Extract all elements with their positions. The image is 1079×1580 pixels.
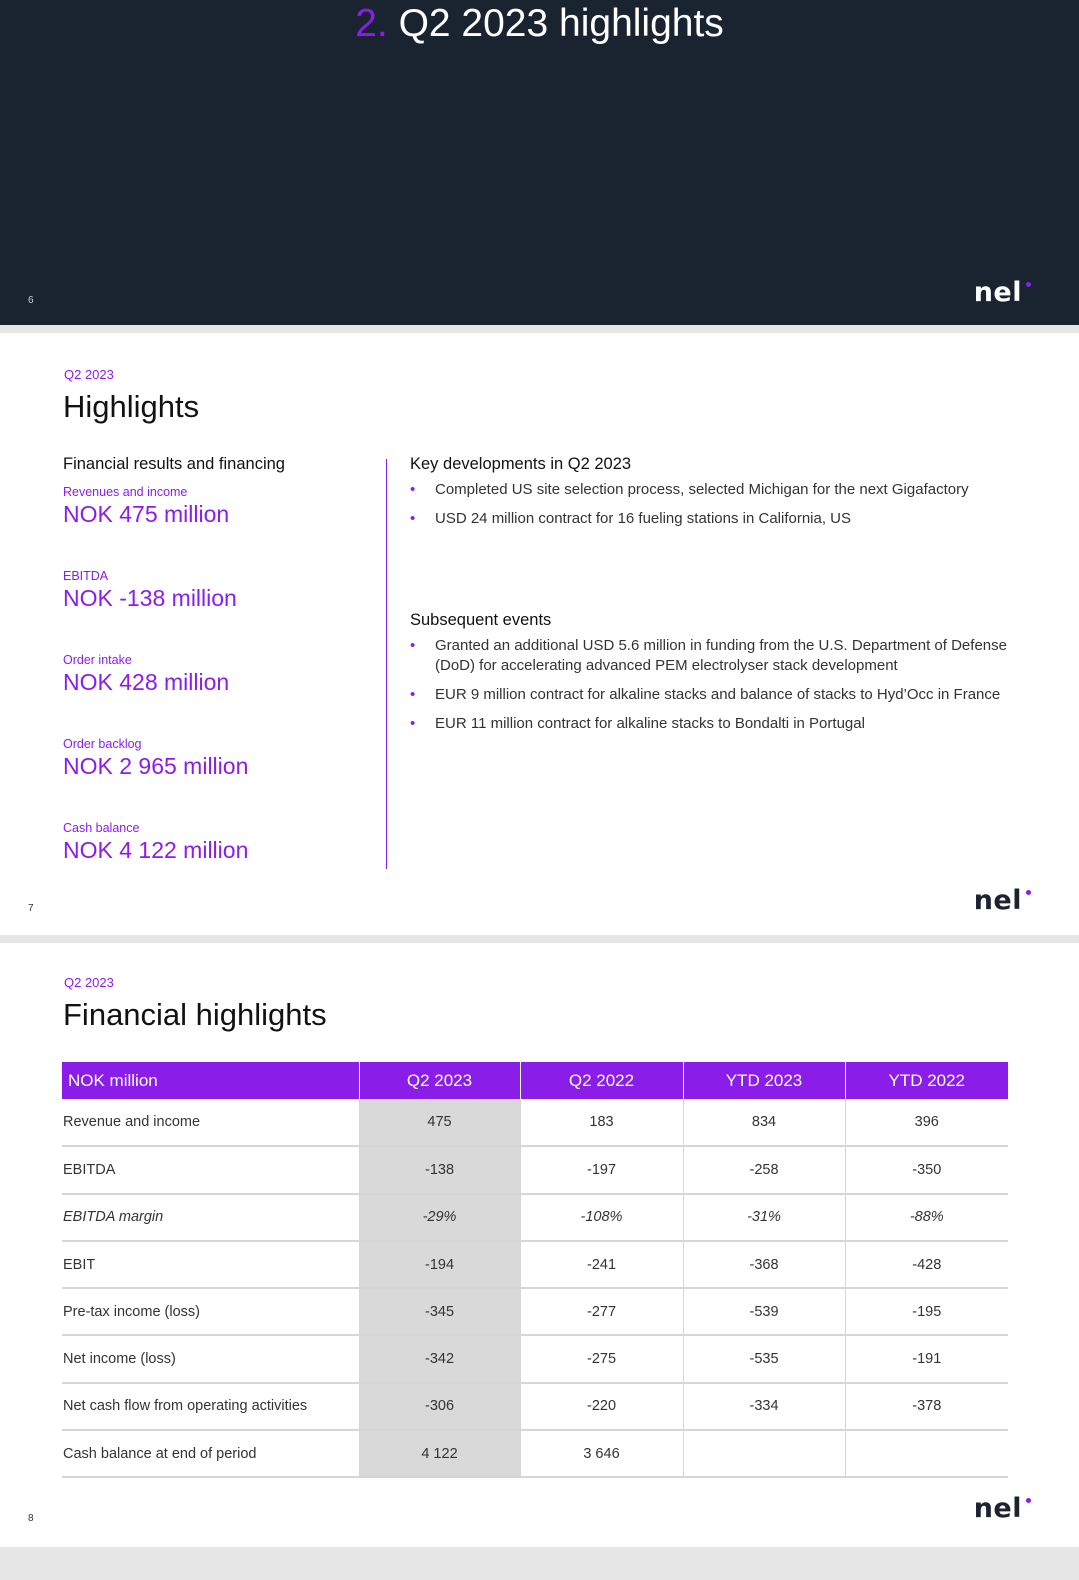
table-cell: -277: [520, 1288, 683, 1335]
row-label: Net income (loss): [62, 1335, 359, 1382]
metric-value: NOK 2 965 million: [63, 753, 249, 779]
table-cell: 4 122: [359, 1430, 520, 1477]
metric-value: NOK -138 million: [63, 585, 237, 611]
table-cell: -275: [520, 1335, 683, 1382]
logo-dot-icon: [1026, 1498, 1031, 1503]
key-developments-column: [410, 455, 1040, 538]
table-cell: 475: [359, 1099, 520, 1146]
page-number: 6: [28, 295, 34, 306]
financial-highlights-table: [62, 1062, 1008, 1478]
column-header: Q2 2022: [520, 1062, 683, 1099]
section-title: [0, 2, 1079, 46]
row-label: Cash balance at end of period: [62, 1430, 359, 1477]
financial-results-heading: Financial results and financing: [63, 455, 285, 473]
row-label: EBIT: [62, 1241, 359, 1288]
table-cell: 834: [683, 1099, 845, 1146]
column-header: Q2 2023: [359, 1062, 520, 1099]
subsequent-events-list: [410, 636, 1040, 734]
table-cell: -378: [845, 1383, 1008, 1430]
key-developments-list: [410, 480, 1040, 529]
nel-logo: [974, 277, 1022, 308]
metric-revenues: [63, 485, 373, 569]
slide-kicker: Q2 2023: [64, 367, 114, 382]
table-row: [62, 1241, 1008, 1288]
list-item: • Completed US site selection process, selected Michigan for the next Gigafactory: [410, 480, 1040, 500]
row-label: EBITDA: [62, 1146, 359, 1193]
table-cell: -539: [683, 1288, 845, 1335]
metric-value: NOK 475 million: [63, 501, 230, 527]
table-row: [62, 1383, 1008, 1430]
metric-label: Revenues and income: [63, 485, 188, 499]
metric-cash-balance: [63, 821, 373, 905]
list-item: • USD 24 million contract for 16 fueling stations in California, US: [410, 509, 1040, 529]
table-cell: -241: [520, 1241, 683, 1288]
column-header: NOK million: [62, 1062, 359, 1099]
table-cell: -197: [520, 1146, 683, 1193]
table-header-row: [62, 1062, 1008, 1099]
table-cell: 3 646: [520, 1430, 683, 1477]
page-number: 7: [28, 903, 34, 914]
column-header: YTD 2023: [683, 1062, 845, 1099]
metric-label: EBITDA: [63, 569, 109, 583]
table-row: [62, 1146, 1008, 1193]
table-cell: -535: [683, 1335, 845, 1382]
table-cell: -342: [359, 1335, 520, 1382]
row-label: Net cash flow from operating activities: [62, 1383, 359, 1430]
page-number: 8: [28, 1513, 34, 1524]
nel-logo: [974, 885, 1022, 916]
table-cell: -220: [520, 1383, 683, 1430]
nel-logo-text: nel: [973, 885, 1022, 916]
table-cell: -350: [845, 1146, 1008, 1193]
financial-highlights-slide: [0, 943, 1079, 1547]
table-cell: [683, 1430, 845, 1477]
section-title-text: Q2 2023 highlights: [398, 2, 724, 45]
key-developments-heading: Key developments in Q2 2023: [410, 455, 632, 473]
table-cell: -368: [683, 1241, 845, 1288]
metric-label: Order backlog: [63, 737, 142, 751]
list-item: • EUR 9 million contract for alkaline stacks and balance of stacks to Hyd’Occ in France: [410, 685, 1040, 705]
column-header: YTD 2022: [845, 1062, 1008, 1099]
metric-label: Order intake: [63, 653, 132, 667]
nel-logo: [974, 1493, 1022, 1524]
table-cell: -334: [683, 1383, 845, 1430]
metric-value: NOK 4 122 million: [63, 837, 249, 863]
metric-order-intake: [63, 653, 373, 737]
slide-kicker: Q2 2023: [64, 975, 114, 990]
logo-dot-icon: [1026, 282, 1031, 287]
table-cell: -31%: [683, 1194, 845, 1241]
list-item: • EUR 11 million contract for alkaline stacks to Bondalti in Portugal: [410, 714, 1040, 734]
metric-value: NOK 428 million: [63, 669, 230, 695]
table-cell: -88%: [845, 1194, 1008, 1241]
slide-title: Financial highlights: [63, 997, 327, 1032]
table-cell: -194: [359, 1241, 520, 1288]
table-cell: -195: [845, 1288, 1008, 1335]
table-cell: -108%: [520, 1194, 683, 1241]
table-cell: -345: [359, 1288, 520, 1335]
metric-ebitda: [63, 569, 373, 653]
table-row: [62, 1288, 1008, 1335]
row-label: EBITDA margin: [62, 1194, 359, 1241]
table-row: [62, 1430, 1008, 1477]
table-cell: 183: [520, 1099, 683, 1146]
table-cell: -138: [359, 1146, 520, 1193]
row-label: Pre-tax income (loss): [62, 1288, 359, 1335]
subsequent-events-heading: Subsequent events: [410, 611, 552, 629]
logo-dot-icon: [1026, 890, 1031, 895]
metric-label: Cash balance: [63, 821, 140, 835]
column-divider: [386, 459, 387, 869]
table-cell: [845, 1430, 1008, 1477]
table-cell: -428: [845, 1241, 1008, 1288]
table-row: [62, 1099, 1008, 1146]
table-cell: 396: [845, 1099, 1008, 1146]
subsequent-events-column: [410, 611, 1040, 743]
highlights-slide: [0, 333, 1079, 935]
table-row: [62, 1194, 1008, 1241]
table-cell: -29%: [359, 1194, 520, 1241]
slide-title: Highlights: [63, 389, 200, 424]
metric-order-backlog: [63, 737, 373, 821]
nel-logo-text: nel: [973, 277, 1022, 308]
table-cell: -191: [845, 1335, 1008, 1382]
table-cell: -306: [359, 1383, 520, 1430]
list-item: • Granted an additional USD 5.6 million in funding from the U.S. Department of Defense (DoD) for accelerating advanced PEM electrolyser stack development: [410, 636, 1040, 676]
nel-logo-text: nel: [973, 1493, 1022, 1524]
financial-results-column: [63, 455, 373, 905]
table-row: [62, 1335, 1008, 1382]
section-divider-slide: [0, 0, 1079, 325]
section-number: 2.: [355, 2, 388, 45]
table-cell: -258: [683, 1146, 845, 1193]
row-label: Revenue and income: [62, 1099, 359, 1146]
